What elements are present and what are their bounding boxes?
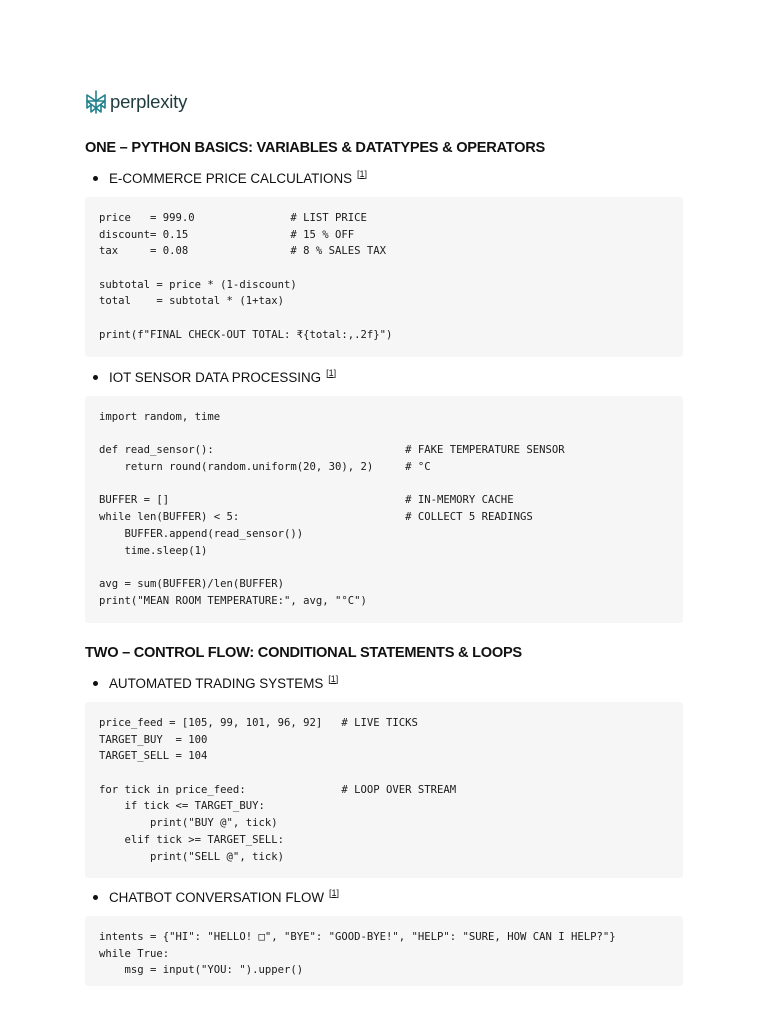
- code-line: while len(BUFFER) < 5: # COLLECT 5 READINGS: [99, 511, 533, 524]
- code-line: total = subtotal * (1+tax): [99, 295, 284, 308]
- code-line: for tick in price_feed: # LOOP OVER STREAM: [99, 783, 457, 796]
- list-item-title: AUTOMATED TRADING SYSTEMS: [109, 676, 324, 691]
- code-line: print("BUY @", tick): [99, 817, 278, 830]
- code-line: [99, 765, 669, 782]
- brand-logo: [85, 90, 187, 114]
- list-item: [93, 887, 340, 905]
- bullet-icon: [93, 895, 98, 900]
- code-block: [85, 916, 683, 986]
- section-heading: TWO – CONTROL FLOW: CONDITIONAL STATEMENTS & LOOPS: [85, 645, 522, 661]
- code-line: avg = sum(BUFFER)/len(BUFFER): [99, 577, 284, 590]
- code-line: tax = 0.08 # 8 % SALES TAX: [99, 245, 387, 258]
- code-line: print(f"FINAL CHECK-OUT TOTAL: ₹{total:,.2f}"): [99, 328, 393, 341]
- code-line: if tick <= TARGET_BUY:: [99, 800, 265, 813]
- code-line: while True:: [99, 947, 170, 960]
- citation-link[interactable]: [1]: [328, 673, 339, 684]
- code-line: TARGET_BUY = 100: [99, 733, 208, 746]
- code-line: def read_sensor(): # FAKE TEMPERATURE SENSOR: [99, 444, 565, 457]
- citation-link[interactable]: [1]: [357, 168, 368, 179]
- code-block: [85, 197, 683, 357]
- code-line: print("SELL @", tick): [99, 850, 284, 863]
- code-line: [99, 476, 669, 493]
- code-line: [99, 260, 669, 277]
- code-line: elif tick >= TARGET_SELL:: [99, 833, 284, 846]
- code-line: price_feed = [105, 99, 101, 96, 92] # LIVE TICKS: [99, 717, 418, 729]
- citation-link[interactable]: [1]: [326, 367, 337, 378]
- code-line: subtotal = price * (1-discount): [99, 278, 297, 291]
- code-line: price = 999.0 # LIST PRICE: [99, 212, 367, 224]
- bullet-icon: [93, 681, 98, 686]
- code-line: time.sleep(1): [99, 544, 208, 557]
- code-line: import random, time: [99, 411, 221, 423]
- code-line: BUFFER.append(read_sensor()): [99, 527, 304, 540]
- list-item-title: E-COMMERCE PRICE CALCULATIONS: [109, 171, 353, 186]
- bullet-icon: [93, 375, 98, 380]
- section-heading: ONE – PYTHON BASICS: VARIABLES & DATATYPES & OPERATORS: [85, 140, 546, 156]
- list-item: [93, 367, 337, 385]
- list-item-title: IOT SENSOR DATA PROCESSING: [109, 370, 322, 385]
- code-block: [85, 702, 683, 878]
- code-block: [85, 396, 683, 623]
- citation-link[interactable]: [1]: [329, 887, 340, 898]
- list-item: [93, 673, 339, 691]
- code-line: [99, 426, 669, 443]
- code-line: print("MEAN ROOM TEMPERATURE:", avg, "°C"): [99, 594, 367, 607]
- code-line: TARGET_SELL = 104: [99, 750, 208, 763]
- list-item: [93, 168, 368, 186]
- code-line: msg = input("YOU: ").upper(): [99, 964, 304, 977]
- code-line: discount= 0.15 # 15 % OFF: [99, 228, 355, 241]
- code-line: [99, 310, 669, 327]
- bullet-icon: [93, 176, 98, 181]
- code-line: BUFFER = [] # IN-MEMORY CACHE: [99, 494, 514, 507]
- code-line: return round(random.uniform(20, 30), 2) # °C: [99, 461, 431, 474]
- code-line: intents = {"HI": "HELLO! □", "BYE": "GOOD-BYE!", "HELP": "SURE, HOW CAN I HELP?"}: [99, 931, 616, 943]
- brand-name: perplexity: [110, 91, 188, 112]
- list-item-title: CHATBOT CONVERSATION FLOW: [109, 890, 325, 905]
- code-line: [99, 559, 669, 576]
- perplexity-logo-icon: [85, 90, 107, 114]
